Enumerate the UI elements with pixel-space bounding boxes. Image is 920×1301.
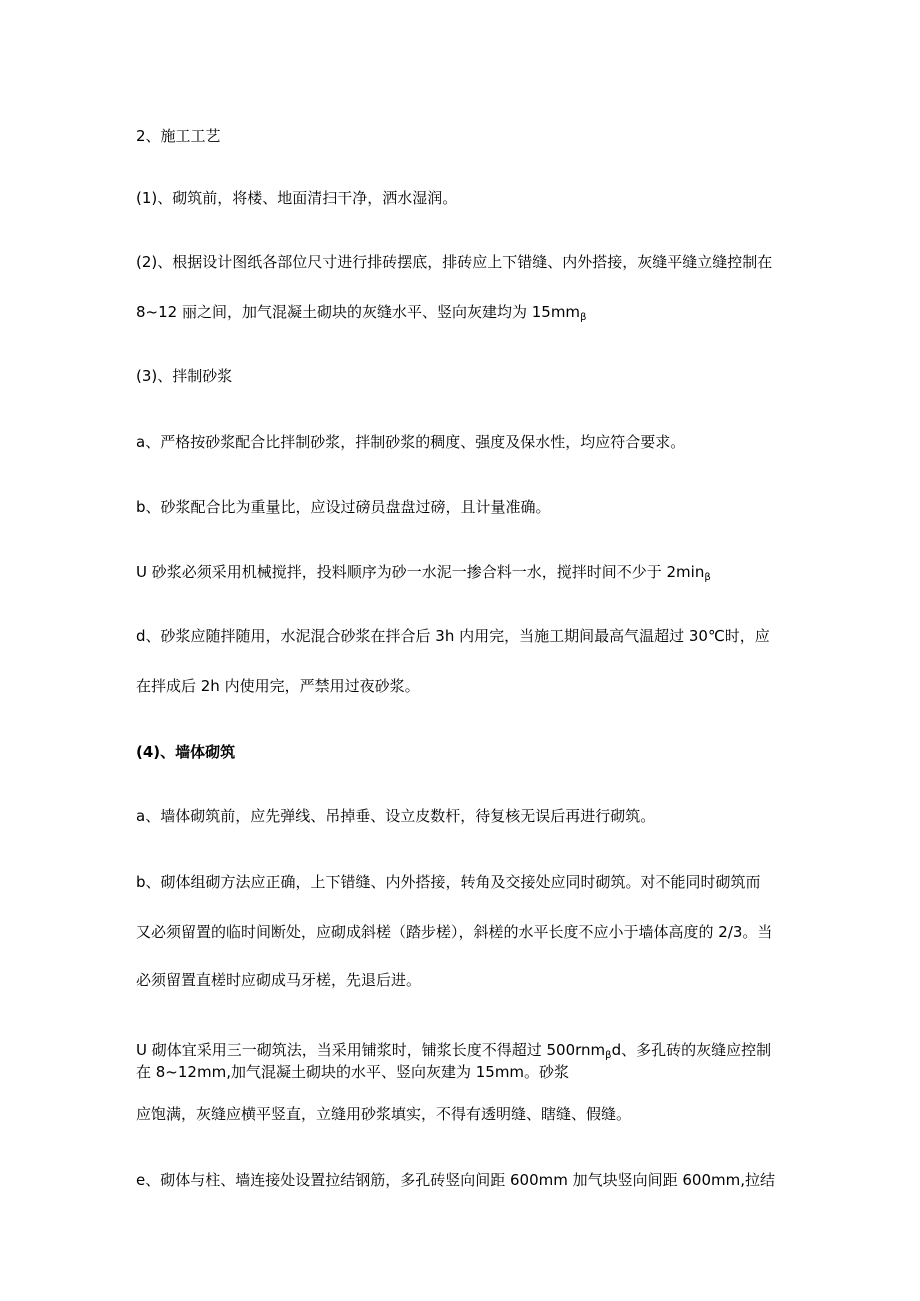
paragraph-2-line-2 <box>136 302 586 328</box>
section-4-item-c-subscript: β <box>605 1050 612 1061</box>
section-4-item-e: e、砌体与柱、墙连接处设置拉结钢筋，多孔砖竖向间距 600mm 加气块竖向间距 600mm,拉结 <box>136 1171 776 1189</box>
section-4-heading: (4)、墙体砌筑 <box>136 743 236 761</box>
section-4-item-c-text-a: U 砌体宜采用三一砌筑法，当采用铺浆时，铺浆长度不得超过 500rnm <box>136 1041 606 1059</box>
section-4-item-c-line-2: 在 8~12mm,加气混凝土砌块的水平、竖向灰建为 15mm。砂浆 <box>136 1063 570 1081</box>
section-4-item-b-line-1: b、砌体组砌方法应正确，上下错缝、内外搭接，转角及交接处应同时砌筑。对不能同时砌筑而 <box>136 873 761 891</box>
section-3-item-c <box>136 562 711 588</box>
section-4-item-a: a、墙体砌筑前，应先弹线、吊掉垂、设立皮数杆，待复核无误后再进行砌筑。 <box>136 807 656 825</box>
section-4-item-b-line-2: 又必须留置的临时间断处，应砌成斜槎（踏步槎），斜槎的水平长度不应小于墙体高度的 2/3。当 <box>136 923 773 941</box>
section-4-item-c-line-3: 应饱满，灰缝应横平竖直，立缝用砂浆填实，不得有透明缝、瞎缝、假缝。 <box>136 1105 632 1123</box>
section-3-heading: (3)、拌制砂浆 <box>136 367 233 385</box>
section-3-item-a: a、严格按砂浆配合比拌制砂浆，拌制砂浆的稠度、强度及保水性，均应符合要求。 <box>136 433 686 451</box>
paragraph-2-line-1: (2)、根据设计图纸各部位尺寸进行排砖摆底，排砖应上下错缝、内外搭接，灰缝平缝立缝控制在 <box>136 253 773 271</box>
section-3-item-d-line-2: 在拌成后 2h 内使用完，严禁用过夜砂浆。 <box>136 677 420 695</box>
section-3-item-c-text: U 砂浆必须采用机械搅拌，投料顺序为砂一水泥一掺合料一水，搅拌时间不少于 2min <box>136 563 705 581</box>
paragraph-1: (1)、砌筑前，将楼、地面清扫干净，洒水湿润。 <box>136 189 458 207</box>
section-4-item-c-text-b: d、多孔砖的灰缝应控制 <box>611 1041 772 1059</box>
section-4-item-b-line-3: 必须留置直槎时应砌成马牙槎，先退后进。 <box>136 971 422 989</box>
paragraph-2-subscript: β <box>580 312 587 323</box>
section-3-item-c-subscript: β <box>704 572 711 583</box>
section-3-item-d-line-1: d、砂浆应随拌随用，水泥混合砂浆在拌合后 3h 内用完，当施工期间最高气温超过 30℃时，应 <box>136 627 770 645</box>
section-heading: 2、施工工艺 <box>136 127 221 145</box>
paragraph-2-line-2-text: 8~12 丽之间，加气混凝土砌块的灰缝水平、竖向灰建均为 15mm <box>136 303 581 321</box>
section-3-item-b: b、砂浆配合比为重量比，应设过磅员盘盘过磅，且计量准确。 <box>136 498 551 516</box>
